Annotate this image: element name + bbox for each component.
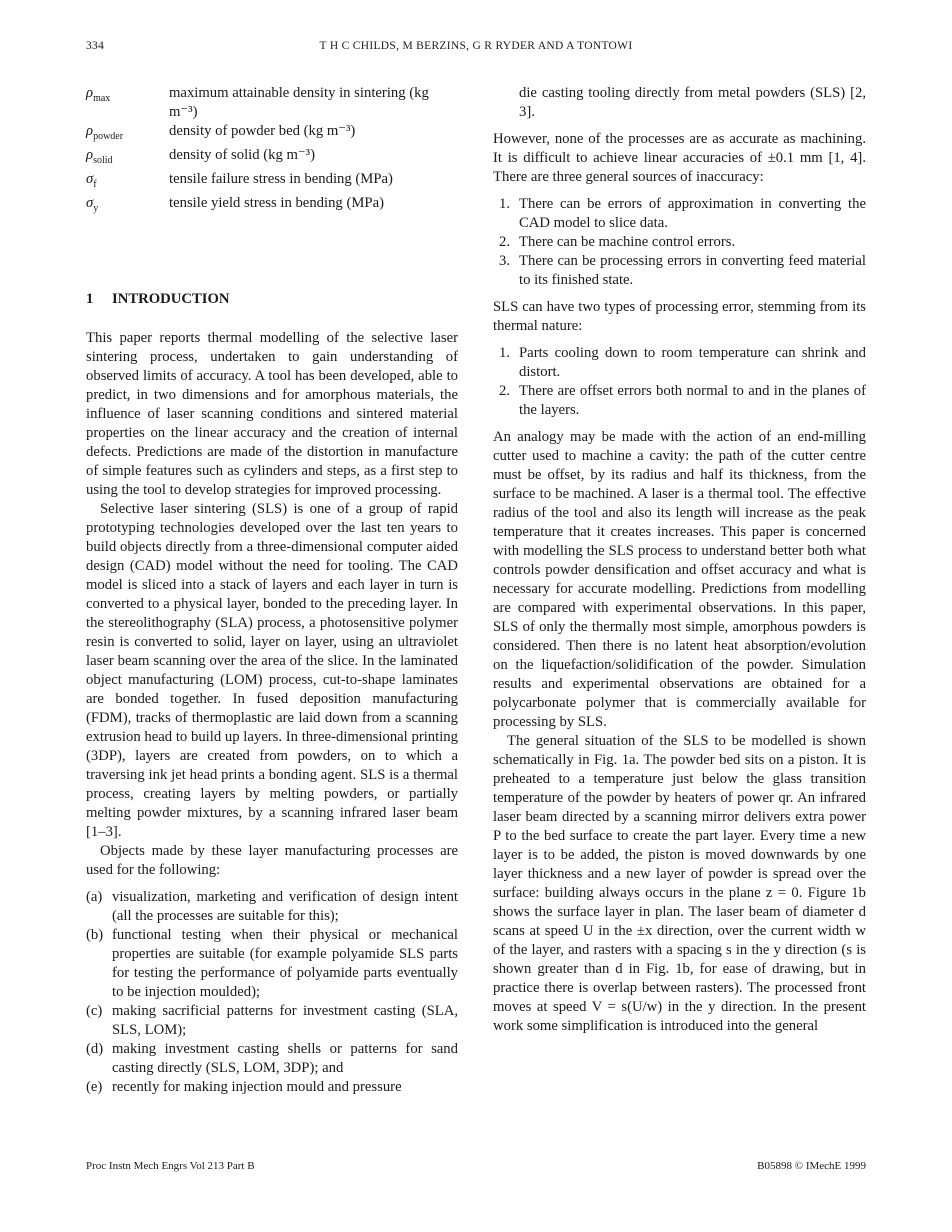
section-heading: [86, 290, 458, 309]
list-item: 3. There can be processing errors in converting feed material to its finished state.: [499, 253, 866, 288]
section-number: 1: [86, 290, 94, 307]
list-item: 2. There can be machine control errors.: [499, 234, 736, 250]
list-item: (d) making investment casting shells or patterns for sand casting directly (SLS, LOM, 3DP); and: [86, 1040, 458, 1076]
right-column: [493, 84, 866, 1036]
footer-journal: Proc Instn Mech Engrs Vol 213 Part B: [86, 1160, 255, 1172]
nomenclature-symbol: $\sigma_f$: [86, 170, 97, 190]
paragraph: An analogy may be made with the action of an end-milling cutter used to machine a cavity: the path of the cutter centre must be offset, by its radius and half its thickness, from the surface to be machined. A laser is a thermal tool. The effective radius of the tool and also its length will increase as the peak temperature that it creates increases. This paper is concerned with modelling the SLS process to understand better both what controls powder densification and offset accuracy and what is necessary for accurate modelling. Predictions from modelling are compared with experimental observations. In this paper, SLS of only the thermally most simple, amorphous powders is considered. Then there is no latent heat absorption/evolution on the liquefaction/solidification of the powder. Simulation results and experimental observations are obtained for a polycarbonate polymer that is commercially available for processing by SLS.: [493, 429, 866, 730]
paragraph: Selective laser sintering (SLS) is one of a group of rapid prototyping technologies developed over the last ten years to build objects directly from a three-dimensional computer aided design (CAD) model without the need for tooling. The CAD model is sliced into a stack of layers and each layer in turn is converted to a physical layer, bonded to the preceding layer. In the stereolithography (SLA) process, a photosensitive polymer resin is converted to solid, layer on layer, using an ultraviolet laser beam scanning over the area of the slice. In the laminated object manufacturing (LOM) process, cut-to-shape laminates are bonded together. In fused deposition manufacturing (FDM), tracks of thermoplastic are laid down from a scanning extrusion head to build up layers. In three-dimensional printing (3DP), layers are created from powders, on to which a traversing ink jet head prints a bonding agent. SLS is a thermal process, creating layers by melting powders, or partially melting powder mixtures, by a scanning infrared laser beam [1–3].: [86, 500, 458, 840]
footer-reference: B05898 © IMechE 1999: [757, 1160, 866, 1172]
list-item: 1. There can be errors of approximation in converting the CAD model to slice data.: [499, 196, 866, 231]
paragraph: SLS can have two types of processing error, stemming from its thermal nature:: [493, 299, 866, 334]
list-item: (a) visualization, marketing and verification of design intent (all the processes are suitable for this);: [86, 888, 458, 924]
nomenclature-symbol: $\sigma_y$: [86, 194, 99, 214]
paragraph: This paper reports thermal modelling of the selective laser sintering process, undertaken to gain understanding of observed limits of accuracy. A tool has been developed, able to predict, in two dimensions and for amorphous materials, the influence of laser scanning conditions and sintered material properties on the linear accuracy and the creation of internal defects. Predictions are made of the distortion in manufacture of simple features such as cylinders and steps, as a first step to using the tool to develop strategies for improved processing.: [86, 329, 458, 498]
list-item-continued: die casting tooling directly from metal powders (SLS) [2, 3].: [519, 85, 866, 120]
nomenclature-symbol: $\rho_{max}$: [86, 85, 111, 104]
list-item: 1. Parts cooling down to room temperature can shrink and distort.: [499, 345, 866, 380]
left-column: [86, 84, 458, 1105]
running-header-authors: T H C CHILDS, M BERZINS, G R RYDER AND A TONTOWI: [319, 40, 633, 52]
page-number: 334: [86, 40, 105, 52]
paragraph: The general situation of the SLS to be modelled is shown schematically in Fig. 1a. The powder bed sits on a piston. It is preheated to a temperature just below the glass transition temperature of the powder by heaters of power qr. An infrared laser beam directed by a scanning mirror delivers extra power P to the bed surface to create the part layer. Every time a new layer is to be added, the piston is moved downwards by one layer thickness and a new layer of powder is spread over the surface: building always occurs in the plane z = 0. Figure 1b shows the surface layer in plan. The laser beam of diameter d scans at speed U in the ±x direction, over the current width w of the layer, and rasters with a spacing s in the y direction (s is shown greater than d in Fig. 1b, for ease of drawing, but in practice there is overlap between rasters). The processed front moves at speed V = s(U/w) in the y direction. In the present work some simplification is introduced into the general: [493, 733, 866, 1034]
nomenclature: [86, 84, 458, 218]
list-item: (e) recently for making injection mould and pressure: [86, 1078, 402, 1095]
nomenclature-symbol: $\rho_{powder}$: [86, 123, 124, 142]
paragraph: Objects made by these layer manufacturing processes are used for the following:: [86, 842, 458, 878]
section-title: INTRODUCTION: [112, 290, 230, 307]
nomenclature-desc: maximum attainable density in sintering (kg m⁻³): [169, 85, 429, 120]
paragraph: However, none of the processes are as accurate as machining. It is difficult to achieve linear accuracies of ±0.1 mm [1, 4]. There are three general sources of inaccuracy:: [493, 131, 866, 185]
inaccuracy-sources-list: [493, 195, 866, 290]
nomenclature-desc: tensile failure stress in bending (MPa): [169, 170, 393, 187]
nomenclature-desc: tensile yield stress in bending (MPa): [169, 194, 384, 211]
nomenclature-desc: density of powder bed (kg m⁻³): [169, 123, 356, 139]
uses-list: [86, 888, 458, 1097]
running-header: [86, 40, 866, 56]
nomenclature-symbol: $\rho_{solid}$: [86, 146, 113, 166]
processing-errors-list: [493, 344, 866, 420]
list-item: (b) functional testing when their physical or mechanical properties are suitable (for example polyamide SLS parts for testing the performance of polyamide parts eventually to be injection moulded);: [86, 926, 458, 1000]
list-item: 2. There are offset errors both normal to and in the planes of the layers.: [499, 383, 866, 418]
nomenclature-desc: density of solid (kg m⁻³): [169, 146, 315, 163]
list-item: (c) making sacrificial patterns for investment casting (SLA, SLS, LOM);: [86, 1002, 458, 1038]
uses-list-continued: [493, 84, 866, 122]
